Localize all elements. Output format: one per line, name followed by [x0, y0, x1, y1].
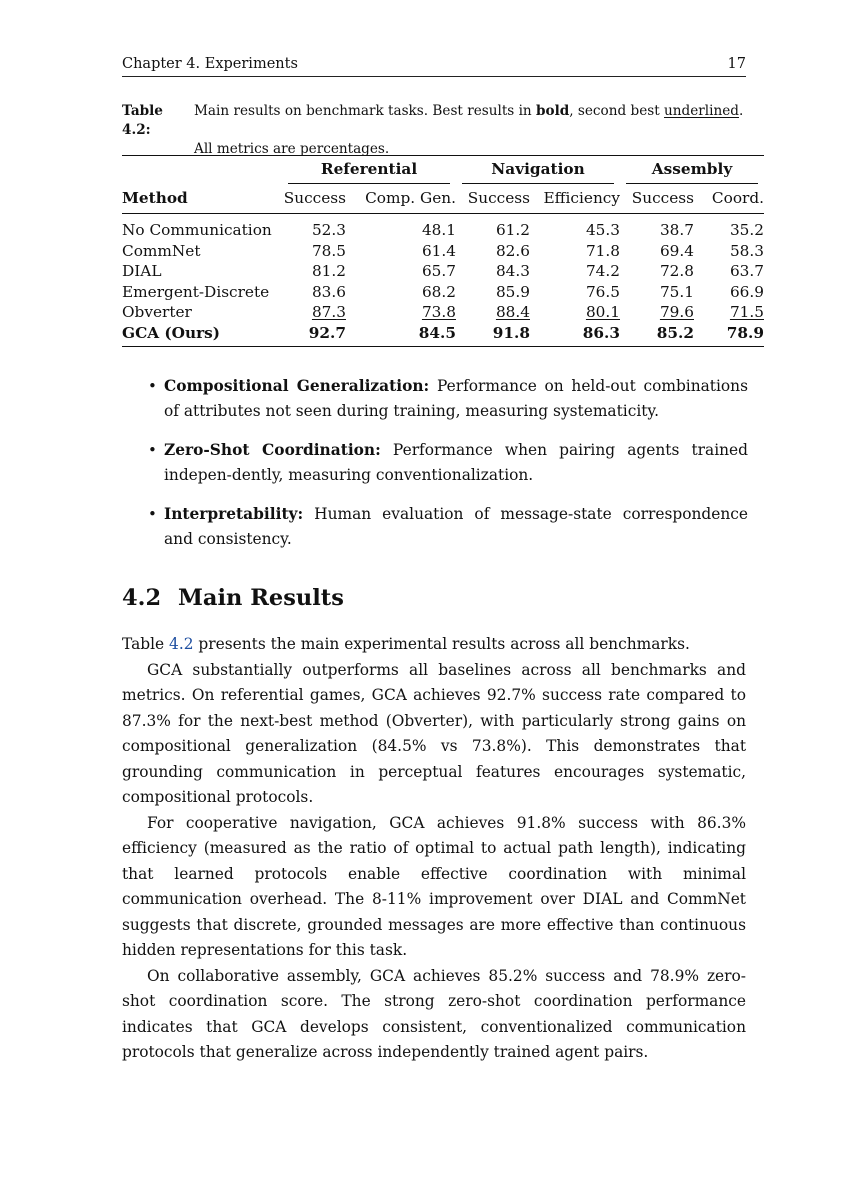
table-row: [122, 282, 764, 303]
caption-label: Table 4.2:: [122, 103, 163, 138]
value-cell: 72.8: [659, 262, 694, 281]
list-item: [148, 374, 748, 425]
bullet-term: Interpretability:: [164, 504, 304, 523]
table-row-best: [122, 323, 764, 346]
col-header: Comp. Gen.: [365, 189, 456, 207]
table-caption: [122, 102, 749, 159]
value-cell: 74.2: [585, 262, 620, 281]
value-cell: [530, 302, 620, 323]
value-cell: 69.4: [659, 241, 694, 260]
group-label: Referential: [288, 156, 450, 184]
col-header: Success: [467, 189, 530, 207]
method-cell: Obverter: [122, 303, 192, 322]
value-cell: 85.9: [495, 282, 530, 301]
value-cell: 78.9: [726, 323, 764, 342]
table-reference-link[interactable]: 4.2: [169, 635, 194, 653]
underlined-value: 79.6: [659, 303, 694, 322]
group-navigation: [456, 156, 620, 185]
paragraph: GCA substantially outperforms all baselines across all benchmarks and metrics. On referential games, GCA achieves 92.7% success rate compared to 87.3% for the next-best method (Obverter), with particularly strong gains on compositional generalization (84.5% vs 73.8%). This demonstrates that grounding communication in perceptual features encourages systematic, compositional protocols.: [122, 660, 746, 806]
col-header: Efficiency: [543, 189, 620, 207]
paragraph: [122, 632, 746, 658]
text-run: Table: [122, 635, 170, 653]
caption-bold: bold: [536, 103, 570, 119]
value-cell: 65.7: [421, 262, 456, 281]
section-number: 4.2: [122, 585, 162, 611]
results-table: [122, 155, 764, 347]
group-label: Assembly: [626, 156, 758, 184]
table-row: [122, 261, 764, 282]
caption-part: , second best: [569, 103, 665, 119]
value-cell: 91.8: [492, 323, 530, 342]
bullet-icon: •: [148, 377, 157, 395]
value-cell: 84.3: [495, 262, 530, 281]
table-row-second-best: [122, 302, 764, 323]
bullet-term: Compositional Generalization:: [164, 377, 430, 395]
value-cell: 45.3: [585, 221, 620, 239]
col-header: Success: [283, 189, 346, 207]
value-cell: 63.7: [729, 262, 764, 281]
value-cell: 92.7: [308, 323, 346, 342]
underlined-value: 80.1: [585, 303, 620, 322]
table-group-header: [122, 156, 764, 185]
value-cell: 68.2: [421, 282, 456, 301]
bullet-term: Zero-Shot Coordination:: [164, 440, 381, 459]
chapter-title: Chapter 4. Experiments: [122, 56, 298, 72]
caption-part: .: [738, 103, 744, 119]
bullet-icon: •: [148, 440, 157, 459]
col-header: Coord.: [711, 189, 764, 207]
value-cell: 71.8: [585, 241, 620, 260]
underlined-value: 73.8: [421, 303, 456, 322]
value-cell: 38.7: [659, 221, 694, 239]
value-cell: 84.5: [418, 323, 456, 342]
running-header: [122, 56, 746, 77]
value-cell: 52.3: [311, 221, 346, 239]
value-cell: 78.5: [311, 241, 346, 260]
text-run: presents the main experimental results across all benchmarks.: [193, 635, 690, 653]
method-cell: DIAL: [122, 262, 162, 281]
method-cell: Emergent-Discrete: [122, 282, 270, 301]
value-cell: 82.6: [495, 241, 530, 260]
paragraph: On collaborative assembly, GCA achieves 85.2% success and 78.9% zero-shot coordination score. The strong zero-shot coordination performance indicates that GCA develops consistent, conventionalized communication protocols that generalize across independently trained agent pairs.: [122, 966, 746, 1061]
value-cell: 86.3: [582, 323, 620, 342]
caption-text: [194, 102, 747, 121]
table-column-header: [122, 184, 764, 214]
section-title: Main Results: [178, 585, 344, 611]
method-header: Method: [122, 189, 188, 207]
value-cell: 61.4: [421, 241, 456, 260]
group-label: Navigation: [462, 156, 614, 184]
bullet-text: Human evaluation of message-state correspondence and consistency.: [164, 504, 748, 549]
value-cell: 35.2: [729, 221, 764, 239]
table-row: [122, 241, 764, 262]
bullet-text: Performance on held-out combinations of attributes not seen during training, measuring systematicity.: [164, 377, 748, 421]
value-cell: [620, 302, 694, 323]
paragraph: For cooperative navigation, GCA achieves 91.8% success with 86.3% efficiency (measured as the ratio of optimal to actual path length), indicating that learned protocols enable effective coordination with minimal communication overhead. The 8-11% improvement over DIAL and CommNet suggests that discrete, grounded messages are more effective than continuous hidden representations for this task.: [122, 813, 746, 959]
list-item: [148, 502, 748, 553]
caption-underlined: underlined: [664, 103, 739, 119]
body-text: [122, 632, 746, 1066]
method-cell: CommNet: [122, 241, 201, 260]
underlined-value: 88.4: [495, 303, 530, 322]
col-header: Success: [631, 189, 694, 207]
section-heading: [122, 585, 344, 611]
list-item: [148, 438, 748, 489]
value-cell: 81.2: [311, 262, 346, 281]
group-assembly: [620, 156, 764, 185]
value-cell: [346, 302, 456, 323]
value-cell: [282, 302, 346, 323]
bullet-text: Performance when pairing agents trained indepen-dently, measuring conventionalization.: [164, 440, 748, 485]
caption-part: Main results on benchmark tasks. Best results in: [194, 103, 537, 119]
table-row: [122, 214, 764, 241]
value-cell: [456, 302, 530, 323]
method-cell: No Communication: [122, 221, 272, 239]
value-cell: 76.5: [585, 282, 620, 301]
value-cell: 75.1: [659, 282, 694, 301]
value-cell: 58.3: [729, 241, 764, 260]
value-cell: 85.2: [656, 323, 694, 342]
value-cell: 61.2: [495, 221, 530, 239]
page-number: 17: [727, 56, 746, 72]
empty-cell: [122, 156, 282, 185]
bullet-icon: •: [148, 504, 157, 523]
underlined-value: 71.5: [729, 303, 764, 322]
value-cell: 66.9: [729, 282, 764, 301]
value-cell: [694, 302, 764, 323]
method-cell: GCA (Ours): [122, 323, 221, 342]
value-cell: 83.6: [311, 282, 346, 301]
value-cell: 48.1: [421, 221, 456, 239]
metric-bullet-list: [148, 374, 748, 565]
caption-line-2: All metrics are percentages.: [194, 141, 390, 157]
underlined-value: 87.3: [311, 303, 346, 322]
group-referential: [282, 156, 456, 185]
